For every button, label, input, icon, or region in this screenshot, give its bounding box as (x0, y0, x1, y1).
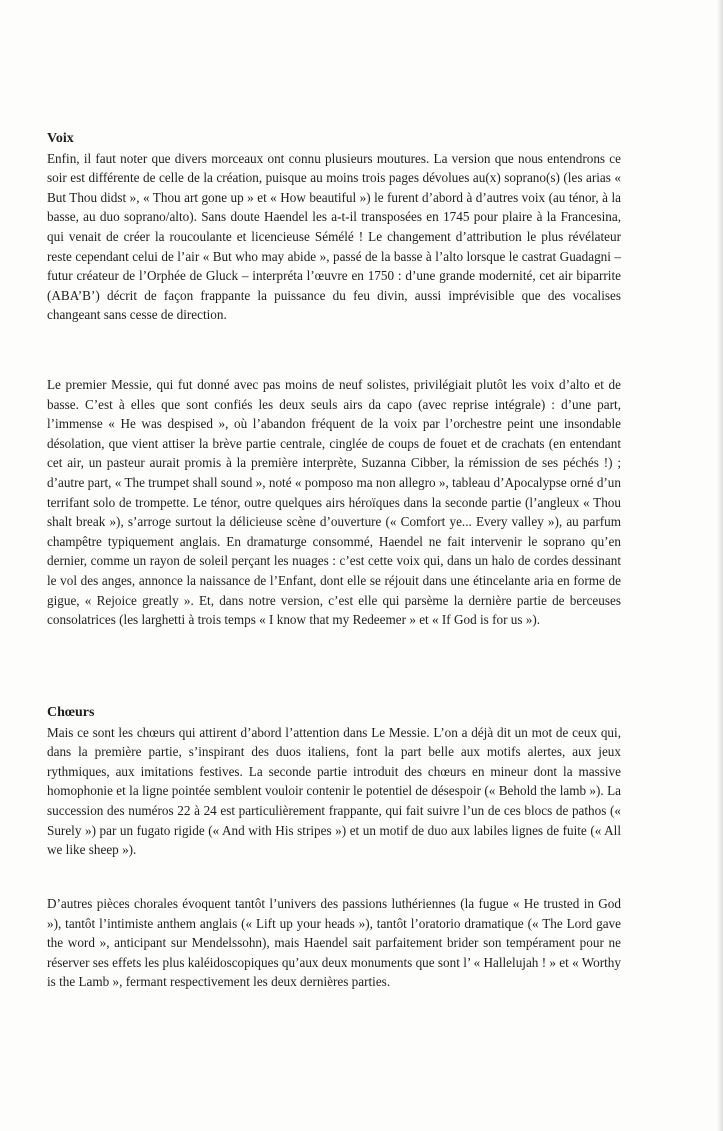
section-voix (47, 129, 621, 325)
paragraph-premier-messie: Le premier Messie, qui fut donné avec pas moins de neuf solistes, privilégiait plutôt les voix d’alto et de basse. C’est à elles que sont confiés les deux seuls airs da capo (avec reprise intégrale) : d’une part, l’immense « He was despised », où l’abandon fréquent de la voix par l’orchestre peint une insondable désolation, que vient attiser la brève partie centrale, cinglée de coups de fouet et de crachats (en entendant cet air, un pasteur aurait promis à la première interprète, Suzanna Cibber, la rémission de ses péchés !) ; d’autre part, « The trumpet shall sound », noté « pomposo ma non allegro », tableau d’Apocalypse orné d’un terrifant solo de trompette. Le ténor, outre quelques airs héroïques dans la seconde partie (l’angleux « Thou shalt break »), s’arroge surtout la délicieuse scène d’ouverture (« Comfort ye... Every valley »), au parfum champêtre typiquement anglais. En dramaturge consommé, Haendel ne fait intervenir le soprano qu’en dernier, comme un rayon de soleil perçant les nuages : c’est cette voix qui, dans un halo de cordes dessinant le vol des anges, annonce la naissance de l’Enfant, dont elle se réjouit dans une étincelante aria en forme de gigue, « Rejoice greatly ». Et, dans notre version, c’est elle qui parsème la dernière partie de berceuses consolatrices (les larghetti à trois temps « I know that my Redeemer » et « If God is for us »). (47, 377, 621, 628)
paragraph-choeurs: Mais ce sont les chœurs qui attirent d’abord l’attention dans Le Messie. L’on a déjà dit un mot de ceux qui, dans la première partie, s’inspirant des duos italiens, font la part belle aux motifs alertes, aux jeux rythmiques, aux imitations festives. La seconde partie introduit des chœurs en mineur dont la massive homophonie et la ligne pointée semblent vouloir contenir le potentiel de désespoir (« Behold the lamb »). La succession des numéros 22 à 24 est particulièrement frappante, qui fait suivre l’un de ces blocs de pathos (« Surely ») par un fugato rigide (« And with His stripes ») et un motif de duo aux labiles lignes de fuite (« All we like sheep »). (47, 724, 621, 858)
section-choeurs (47, 703, 621, 860)
heading-voix: Voix (47, 131, 74, 146)
section-autres-pieces (47, 894, 621, 992)
heading-choeurs: Chœurs (47, 705, 95, 720)
paragraph-autres-pieces: D’autres pièces chorales évoquent tantôt l’univers des passions luthériennes (la fugue « He trusted in God »), tantôt l’intimiste anthem anglais (« Lift up your heads »), tantôt l’oratorio dramatique (« The Lord gave the word », anticipant sur Mendelssohn), mais Haendel sait parfaitement brider son tempérament pour ne réserver ses effets les plus kaléidoscopiques qu’aux deux monuments que sont l’ « Hallelujah ! » et « Worthy is the Lamb », fermant respectivement les deux dernières parties. (47, 896, 621, 990)
page-edge-shadow (717, 0, 723, 1131)
section-premier-messie (47, 375, 621, 630)
paragraph-voix: Enfin, il faut noter que divers morceaux ont connu plusieurs moutures. La version que nous entendrons ce soir est différente de celle de la création, puisque au moins trois pages dévolues au(x) soprano(s) (les arias « But Thou didst », « Thou art gone up » et « How beautiful ») le furent d’abord à d’autres voix (au ténor, à la basse, au duo soprano/alto). Sans doute Haendel les a-t-il transposées en 1745 pour plaire à la Francesina, qui venait de créer la roucoulante et licencieuse Sémélé ! Le changement d’attribution le plus révélateur reste cependant celui de l’air « But who may abide », passé de la basse à l’alto lorsque le castrat Guadagni – futur créateur de l’Orphée de Gluck – interpréta l’œuvre en 1750 : d’une grande modernité, cet air biparrite (ABA’B’) décrit de façon frappante la puissance du feu divin, aussi imprévisible que des vocalises changeant sans cesse de direction. (47, 150, 621, 323)
